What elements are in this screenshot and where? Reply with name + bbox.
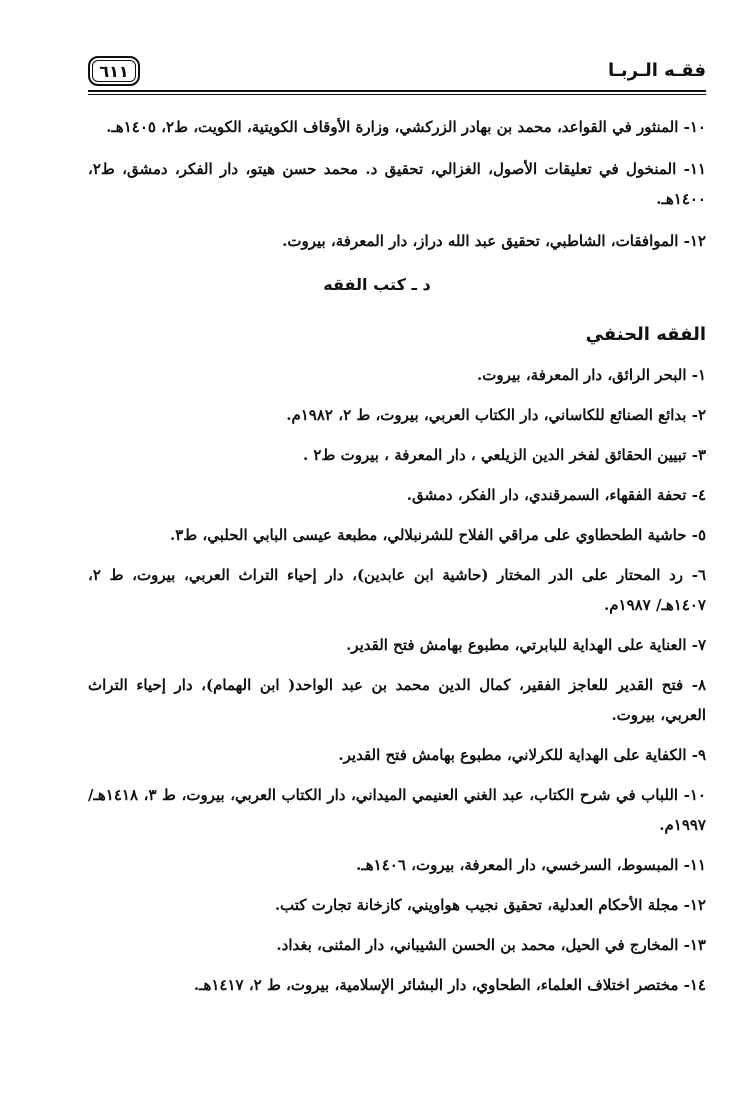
bibliography-entry: ٧- العناية على الهداية للبابرتي، مطبوع بهامش فتح القدير.: [346, 636, 706, 654]
header-rule-thick: [88, 90, 706, 92]
bibliography-entry: ٢- بدائع الصنائع للكاساني، دار الكتاب العربي، بيروت، ط ٢، ١٩٨٢م.: [286, 406, 706, 424]
bibliography-entry: ١٣- المخارج في الحيل، محمد بن الحسن الشيباني، دار المثنى، بغداد.: [276, 936, 706, 954]
sub-heading: الفقه الحنفي: [585, 324, 706, 345]
bibliography-entry: ١٠- المنثور في القواعد، محمد بن بهادر الزركشي، وزارة الأوقاف الكويتية، الكويت، ط٢، ١٤٠٥هـ.: [106, 118, 706, 136]
bibliography-entry: ١٠- اللباب في شرح الكتاب، عبد الغني العنيمي الميداني، دار الكتاب العربي، بيروت، ط ٣، ١٤١٨هـ/ ١٩٩٧م.: [88, 786, 706, 834]
header-rule-thin: [88, 94, 706, 95]
section-heading: د ـ كتب الفقه: [323, 275, 431, 294]
bibliography-entry: ١١- المبسوط، السرخسي، دار المعرفة، بيروت، ١٤٠٦هـ.: [356, 856, 706, 874]
bibliography-entry: ١٤- مختصر اختلاف العلماء، الطحاوي، دار البشائر الإسلامية، بيروت، ط ٢، ١٤١٧هـ.: [193, 976, 706, 994]
page-header: [88, 50, 706, 90]
bibliography-entry: ١٢- مجلة الأحكام العدلية، تحقيق نجيب هواويني، كازخانة تجارت كتب.: [274, 896, 706, 914]
bibliography-content: [88, 112, 706, 1010]
bibliography-entry: ١- البحر الرائق، دار المعرفة، بيروت.: [477, 366, 706, 384]
bibliography-entry: ٤- تحفة الفقهاء، السمرقندي، دار الفكر، دمشق.: [406, 486, 706, 504]
bibliography-entry: ٨- فتح القدير للعاجز الفقير، كمال الدين محمد بن عبد الواحد( ابن الهمام)، دار إحياء التراث العربي، بيروت.: [88, 676, 706, 724]
bibliography-entry: ١١- المنخول في تعليقات الأصول، الغزالي، تحقيق د. محمد حسن هيتو، دار الفكر، دمشق، ط٢، ١٤٠٠هـ.: [88, 160, 706, 208]
page-number-frame: [88, 56, 140, 86]
bibliography-entry: ٥- حاشية الطحطاوي على مراقي الفلاح للشرنبلالي، مطبعة عيسى البابي الحلبي، ط٣.: [169, 526, 706, 544]
running-title: فقـه الـربـا: [607, 60, 706, 81]
page-number: ٦١١: [99, 61, 129, 81]
bibliography-entry: ٦- رد المحتار على الدر المختار (حاشية ابن عابدين)، دار إحياء التراث العربي، بيروت، ط ٢، ١٤٠٧هـ/ ١٩٨٧م.: [88, 566, 706, 614]
bibliography-entry: ١٢- الموافقات، الشاطبي، تحقيق عبد الله دراز، دار المعرفة، بيروت.: [282, 232, 706, 250]
bibliography-entry: ٣- تبيين الحقائق لفخر الدين الزيلعي ، دار المعرفة ، بيروت ط٢ .: [302, 446, 706, 464]
bibliography-entry: ٩- الكفاية على الهداية للكرلاني، مطبوع بهامش فتح القدير.: [338, 746, 706, 764]
